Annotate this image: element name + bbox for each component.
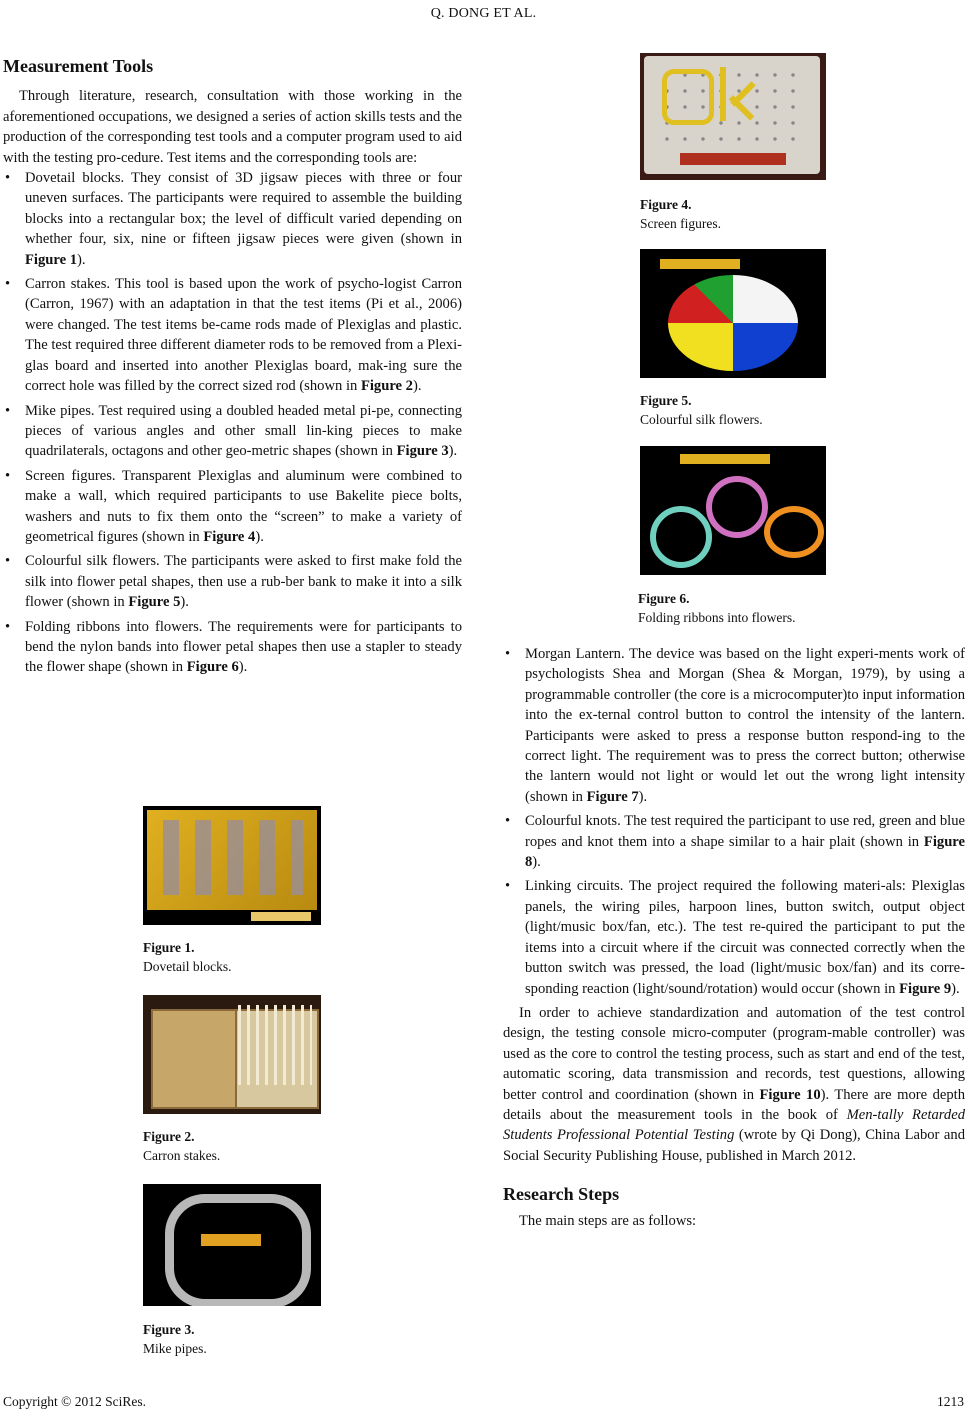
text-run: ). <box>412 378 422 395</box>
figure-3-caption <box>143 1320 207 1358</box>
figure-caption-text: Screen figures. <box>640 216 721 231</box>
figure-reference: Figure 4 <box>203 528 256 545</box>
list-item-text <box>25 403 462 460</box>
figure-label: Figure 4. <box>640 197 692 212</box>
bullet-icon: • <box>505 646 511 662</box>
figure-label: Figure 6. <box>638 591 690 606</box>
bullet-icon: • <box>5 467 11 484</box>
text-run: Through literature, research, consultation with those working in the aforementioned occupations, we designed a series of action skills tests and the production of the corresponding test tools and a computer program used to aid with the testing pro-cedure. Test items and the corresponding tools are: <box>3 88 462 166</box>
text-run: The main steps are as follows: <box>519 1212 697 1229</box>
text-run: Screen figures. Transparent Plexiglas and aluminum were combined to make a wall, which required participants to use Bakelite piece bolts, washers and nuts to fix them onto the “screen” to make a variety of geometrical figures (shown in <box>25 467 462 545</box>
text-run: Colourful knots. The test required the participant to use red, green and blue ropes and knot them into a shape similar to a hair plait (shown in <box>525 813 965 850</box>
figure-label: Figure 1. <box>143 940 195 955</box>
list-item-text <box>25 276 462 394</box>
figure-caption-text: Mike pipes. <box>143 1341 207 1356</box>
text-run: (wrote by Qi Dong), China Labor and Social Security Publishing House, published in March 2012. <box>503 1127 966 1164</box>
figure-reference: Figure 9 <box>899 980 952 997</box>
text-run: Colourful silk flowers. The participants were asked to first make fold the silk into flower petal shapes, then use a rub-ber bank to make it into a silk flower (shown in <box>25 553 462 611</box>
figure-reference: Figure 6 <box>186 659 239 676</box>
footer-copyright: Copyright © 2012 SciRes. <box>3 1394 147 1409</box>
figure-6-caption <box>638 589 796 627</box>
text-run: Dovetail blocks. They consist of 3D jigsaw pieces with three or four uneven surfaces. The participants were required to assemble the building blocks into a rectangular box; the level of difficult varied depending on whether four, six, nine or fifteen jigsaw pieces were given (shown in <box>25 170 462 248</box>
section-heading-measurement-tools: Measurement Tools <box>3 56 154 76</box>
list-item <box>3 551 462 612</box>
figure-4-image <box>640 53 826 180</box>
text-run: Folding ribbons into flowers. The requirements were for participants to bend the nylon bands into flower petal shapes then use a stapler to steady the flower shape (shown in <box>25 618 462 676</box>
standardization-paragraph <box>503 1003 965 1166</box>
figure-reference: Figure 3 <box>396 443 449 460</box>
figure-caption-text: Colourful silk flowers. <box>640 412 763 427</box>
list-item-text <box>525 813 965 870</box>
figure-5-image <box>640 249 826 378</box>
figure-reference: Figure 1 <box>25 251 78 268</box>
list-item <box>3 466 462 548</box>
figure-1-image <box>143 806 321 925</box>
text-run: In order to achieve standardization and automation of the test control design, the testing console micro-computer (program-mable controller) was used as the core to control the testing process, such as start and end of the test, automatic scoring, data transmission and records, test questions, allowing better control and coordination (shown in <box>503 1004 965 1103</box>
list-item-text <box>525 646 965 805</box>
steps-intro <box>503 1211 965 1231</box>
figure-2-image <box>143 995 321 1114</box>
bullet-icon: • <box>5 553 11 570</box>
book-title: Men-tally Retarded Students Professional Potential Testing <box>503 1106 965 1144</box>
left-column <box>3 56 462 682</box>
text-run: Mike pipes. Test required using a doubled headed metal pi-pe, connecting pieces of various angles and other small lin-king pieces to make quadrilaterals, octagons and other geo-metric shapes (shown in <box>25 402 462 460</box>
list-item-text <box>25 619 462 676</box>
list-item-text <box>25 553 462 610</box>
right-column <box>503 644 965 1231</box>
list-item <box>3 168 462 270</box>
list-item-text <box>25 468 462 545</box>
tool-list-left <box>3 168 462 678</box>
figure-2-caption <box>143 1127 220 1165</box>
text-run: ). <box>532 854 541 871</box>
text-run: ). There are more depth details about the measurement tools in the book of <box>503 1086 965 1123</box>
text-run: ). <box>238 659 248 676</box>
text-run: ). <box>255 528 264 545</box>
figure-caption-text: Folding ribbons into flowers. <box>638 610 796 625</box>
list-item-text <box>25 170 462 268</box>
list-item <box>3 617 462 678</box>
bullet-icon: • <box>5 618 11 635</box>
list-item <box>503 644 965 807</box>
text-run: Carron stakes. This tool is based upon the work of psycho-logist Carron (Carron, 1967) with an adaptation in that the test items (Pi et al., 2006) were changed. The test items be-came rods made of Plexiglas and plastic. The test required three different diameter rods to be removed from a Plexi-glas board and inserted into another Plexiglas board, mak-ing sure the correct hole was filled by the correct sized rod (shown in <box>25 276 462 395</box>
intro-paragraph <box>3 86 462 168</box>
figure-caption-text: Dovetail blocks. <box>143 959 232 974</box>
text-run: Linking circuits. The project required the following materi-als: Plexiglas panels, the wiring piles, harpoon lines, button switch, output object (light/music box/fan, etc.). The test re-quired the participant to put the items into a circuit where if the circuit was connected correctly when the button switch was pressed, the load (light/music box/fan) and its corre-sponding reaction (light/sound/rotation) would occur (shown in <box>525 878 965 997</box>
figure-4-caption <box>640 195 721 233</box>
figure-label: Figure 5. <box>640 393 692 408</box>
bullet-icon: • <box>505 878 511 895</box>
text-run: Morgan Lantern. The device was based on the light experi-ments work of psychologists Shea and Morgan (Shea & Morgan, 1979), by using a programmable controller (the core is a microcomputer)to input information into the ex-ternal control button to control the intensity of the lantern. Participants were asked to press a response button respond-ing to the correct light. The requirement was to press the correct button; otherwise the lantern would not light or would let out the wrong light intensity (shown in <box>525 646 965 805</box>
bullet-icon: • <box>505 813 511 830</box>
tool-list-right <box>503 644 965 999</box>
bullet-icon: • <box>5 402 11 419</box>
text-run: ). <box>951 980 960 997</box>
list-item <box>3 401 462 462</box>
figure-label: Figure 2. <box>143 1129 195 1144</box>
footer-page-number: 1213 <box>937 1394 964 1409</box>
figure-label: Figure 3. <box>143 1322 195 1337</box>
text-run: ). <box>638 788 648 805</box>
figure-reference: Figure 7 <box>586 788 639 805</box>
figure-caption-text: Carron stakes. <box>143 1148 221 1163</box>
figure-1-caption <box>143 938 231 976</box>
list-item-text <box>525 878 965 996</box>
list-item <box>503 876 965 998</box>
figure-3-image <box>143 1184 321 1306</box>
list-item <box>3 274 462 396</box>
figure-reference: Figure 10 <box>759 1086 821 1103</box>
text-run: ). <box>77 251 86 268</box>
figure-reference: Figure 2 <box>360 378 413 395</box>
figure-5-caption <box>640 391 763 429</box>
list-item <box>503 811 965 872</box>
section-heading-research-steps: Research Steps <box>503 1184 620 1205</box>
figure-reference: Figure 5 <box>128 594 181 611</box>
text-run: ). <box>180 594 189 611</box>
text-run: ). <box>448 443 458 460</box>
running-head: Q. DONG ET AL. <box>430 6 537 21</box>
bullet-icon: • <box>5 276 11 293</box>
figure-6-image <box>640 446 826 575</box>
figure-reference: Figure 8 <box>525 833 965 871</box>
bullet-icon: • <box>5 170 11 187</box>
